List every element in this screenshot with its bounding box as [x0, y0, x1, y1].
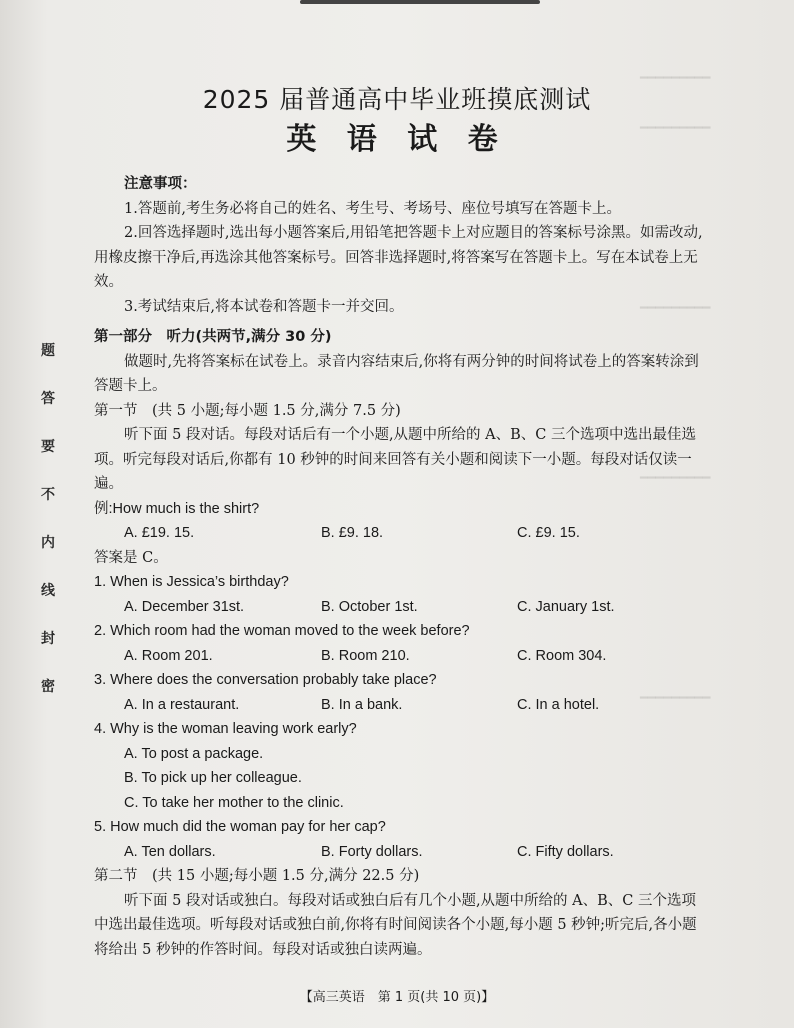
question-3: 3. Where does the conversation probably take place?: [94, 672, 437, 688]
bleed-through-text: ━━━━━━━━━: [640, 300, 711, 315]
exam-title: 2025 届普通高中毕业班摸底测试: [202, 85, 592, 114]
question-1-options: [94, 595, 704, 620]
option-a: A. Room 201.: [124, 647, 213, 664]
option-b: B. Room 210.: [321, 647, 410, 664]
option-a: A. In a restaurant.: [124, 696, 240, 713]
bleed-through-text: ━━━━━━━━━: [640, 70, 711, 85]
option-b: B. In a bank.: [321, 696, 403, 713]
note-item: 3.考试结束后,将本试卷和答题卡一并交回。: [124, 298, 404, 315]
bleed-through-text: ━━━━━━━━━: [640, 120, 711, 135]
exam-content: [94, 172, 704, 962]
option-a: A. £19. 15.: [124, 525, 195, 541]
option-b: B. Forty dollars.: [321, 843, 423, 860]
option-c: C. Fifty dollars.: [517, 843, 614, 860]
option-a: A. Ten dollars.: [124, 843, 216, 860]
section1-intro: 听下面 5 段对话。每段对话后有一个小题,从题中所给的 A、B、C 三个选项中选出最佳选项。听完每段对话后,你都有 10 秒钟的时间来回答有关小题和阅读下一小题。每段对话仅读一遍。: [94, 427, 696, 492]
question-1: 1. When is Jessica’s birthday?: [94, 574, 289, 590]
option-a: A. To post a package.: [124, 745, 264, 762]
bleed-through-text: ━━━━━━━━━: [640, 470, 711, 485]
note-item: 1.答题前,考生务必将自己的姓名、考生号、考场号、座位号填写在答题卡上。: [124, 200, 621, 217]
notes-heading: 注意事项：: [124, 176, 197, 192]
sidebar-char: 线: [41, 583, 55, 599]
part1-intro: 做题时,先将答案标在试卷上。录音内容结束后,你将有两分钟的时间将试卷上的答案转涂到答题卡上。: [94, 353, 699, 394]
option-a: A. December 31st.: [124, 598, 245, 615]
option-c: C. To take her mother to the clinic.: [124, 794, 344, 811]
example-answer: 答案是 C。: [94, 549, 168, 566]
option-c: C. £9. 15.: [517, 525, 580, 541]
question-5-options: [94, 840, 704, 865]
sidebar-char: 密: [41, 679, 55, 695]
top-edge-mark: [300, 0, 540, 4]
page-footer: 【高三英语 第 1 页(共 10 页)】: [299, 990, 495, 1005]
part1-heading: 第一部分 听力(共两节,满分 30 分): [94, 329, 332, 345]
example-options: [94, 521, 704, 546]
option-b: B. £9. 18.: [321, 525, 384, 541]
question-4: 4. Why is the woman leaving work early?: [94, 721, 357, 737]
question-5: 5. How much did the woman pay for her cap?: [94, 819, 386, 835]
note-item: 2.回答选择题时,选出每小题答案后,用铅笔把答题卡上对应题目的答案标号涂黑。如需改动,用橡皮擦干净后,再选涂其他答案标号。回答非选择题时,将答案写在答题卡上。写在本试卷上无效。: [94, 225, 703, 290]
section2-intro: 听下面 5 段对话或独白。每段对话或独白后有几个小题,从题中所给的 A、B、C 三个选项中选出最佳选项。听每段对话或独白前,你将有时间阅读各个小题,每小题 5 秒钟;听完后,各小题将给出 5 秒钟的作答时间。每段对话或独白读两遍。: [94, 892, 697, 958]
question-2-options: [94, 644, 704, 669]
option-c: C. In a hotel.: [517, 696, 600, 713]
option-c: C. Room 304.: [517, 647, 607, 664]
sidebar-char: 不: [41, 487, 55, 503]
sidebar-char: 要: [41, 439, 55, 455]
example-question: 例:How much is the shirt?: [94, 500, 260, 517]
question-2: 2. Which room had the woman moved to the week before?: [94, 623, 470, 639]
option-b: B. To pick up her colleague.: [124, 770, 302, 786]
sidebar-char: 内: [41, 535, 55, 551]
question-3-options: [94, 693, 704, 718]
option-c: C. January 1st.: [517, 598, 615, 615]
section1-heading: 第一节 (共 5 小题;每小题 1.5 分,满分 7.5 分): [94, 402, 401, 419]
sidebar-char: 答: [41, 391, 55, 407]
bleed-through-text: ━━━━━━━━━: [640, 690, 711, 705]
sidebar-char: 题: [41, 343, 55, 359]
sidebar-char: 封: [41, 631, 55, 647]
exam-subject: 英 语 试 卷: [286, 122, 508, 157]
option-b: B. October 1st.: [321, 598, 418, 615]
section2-heading: 第二节 (共 15 小题;每小题 1.5 分,满分 22.5 分): [94, 868, 420, 884]
